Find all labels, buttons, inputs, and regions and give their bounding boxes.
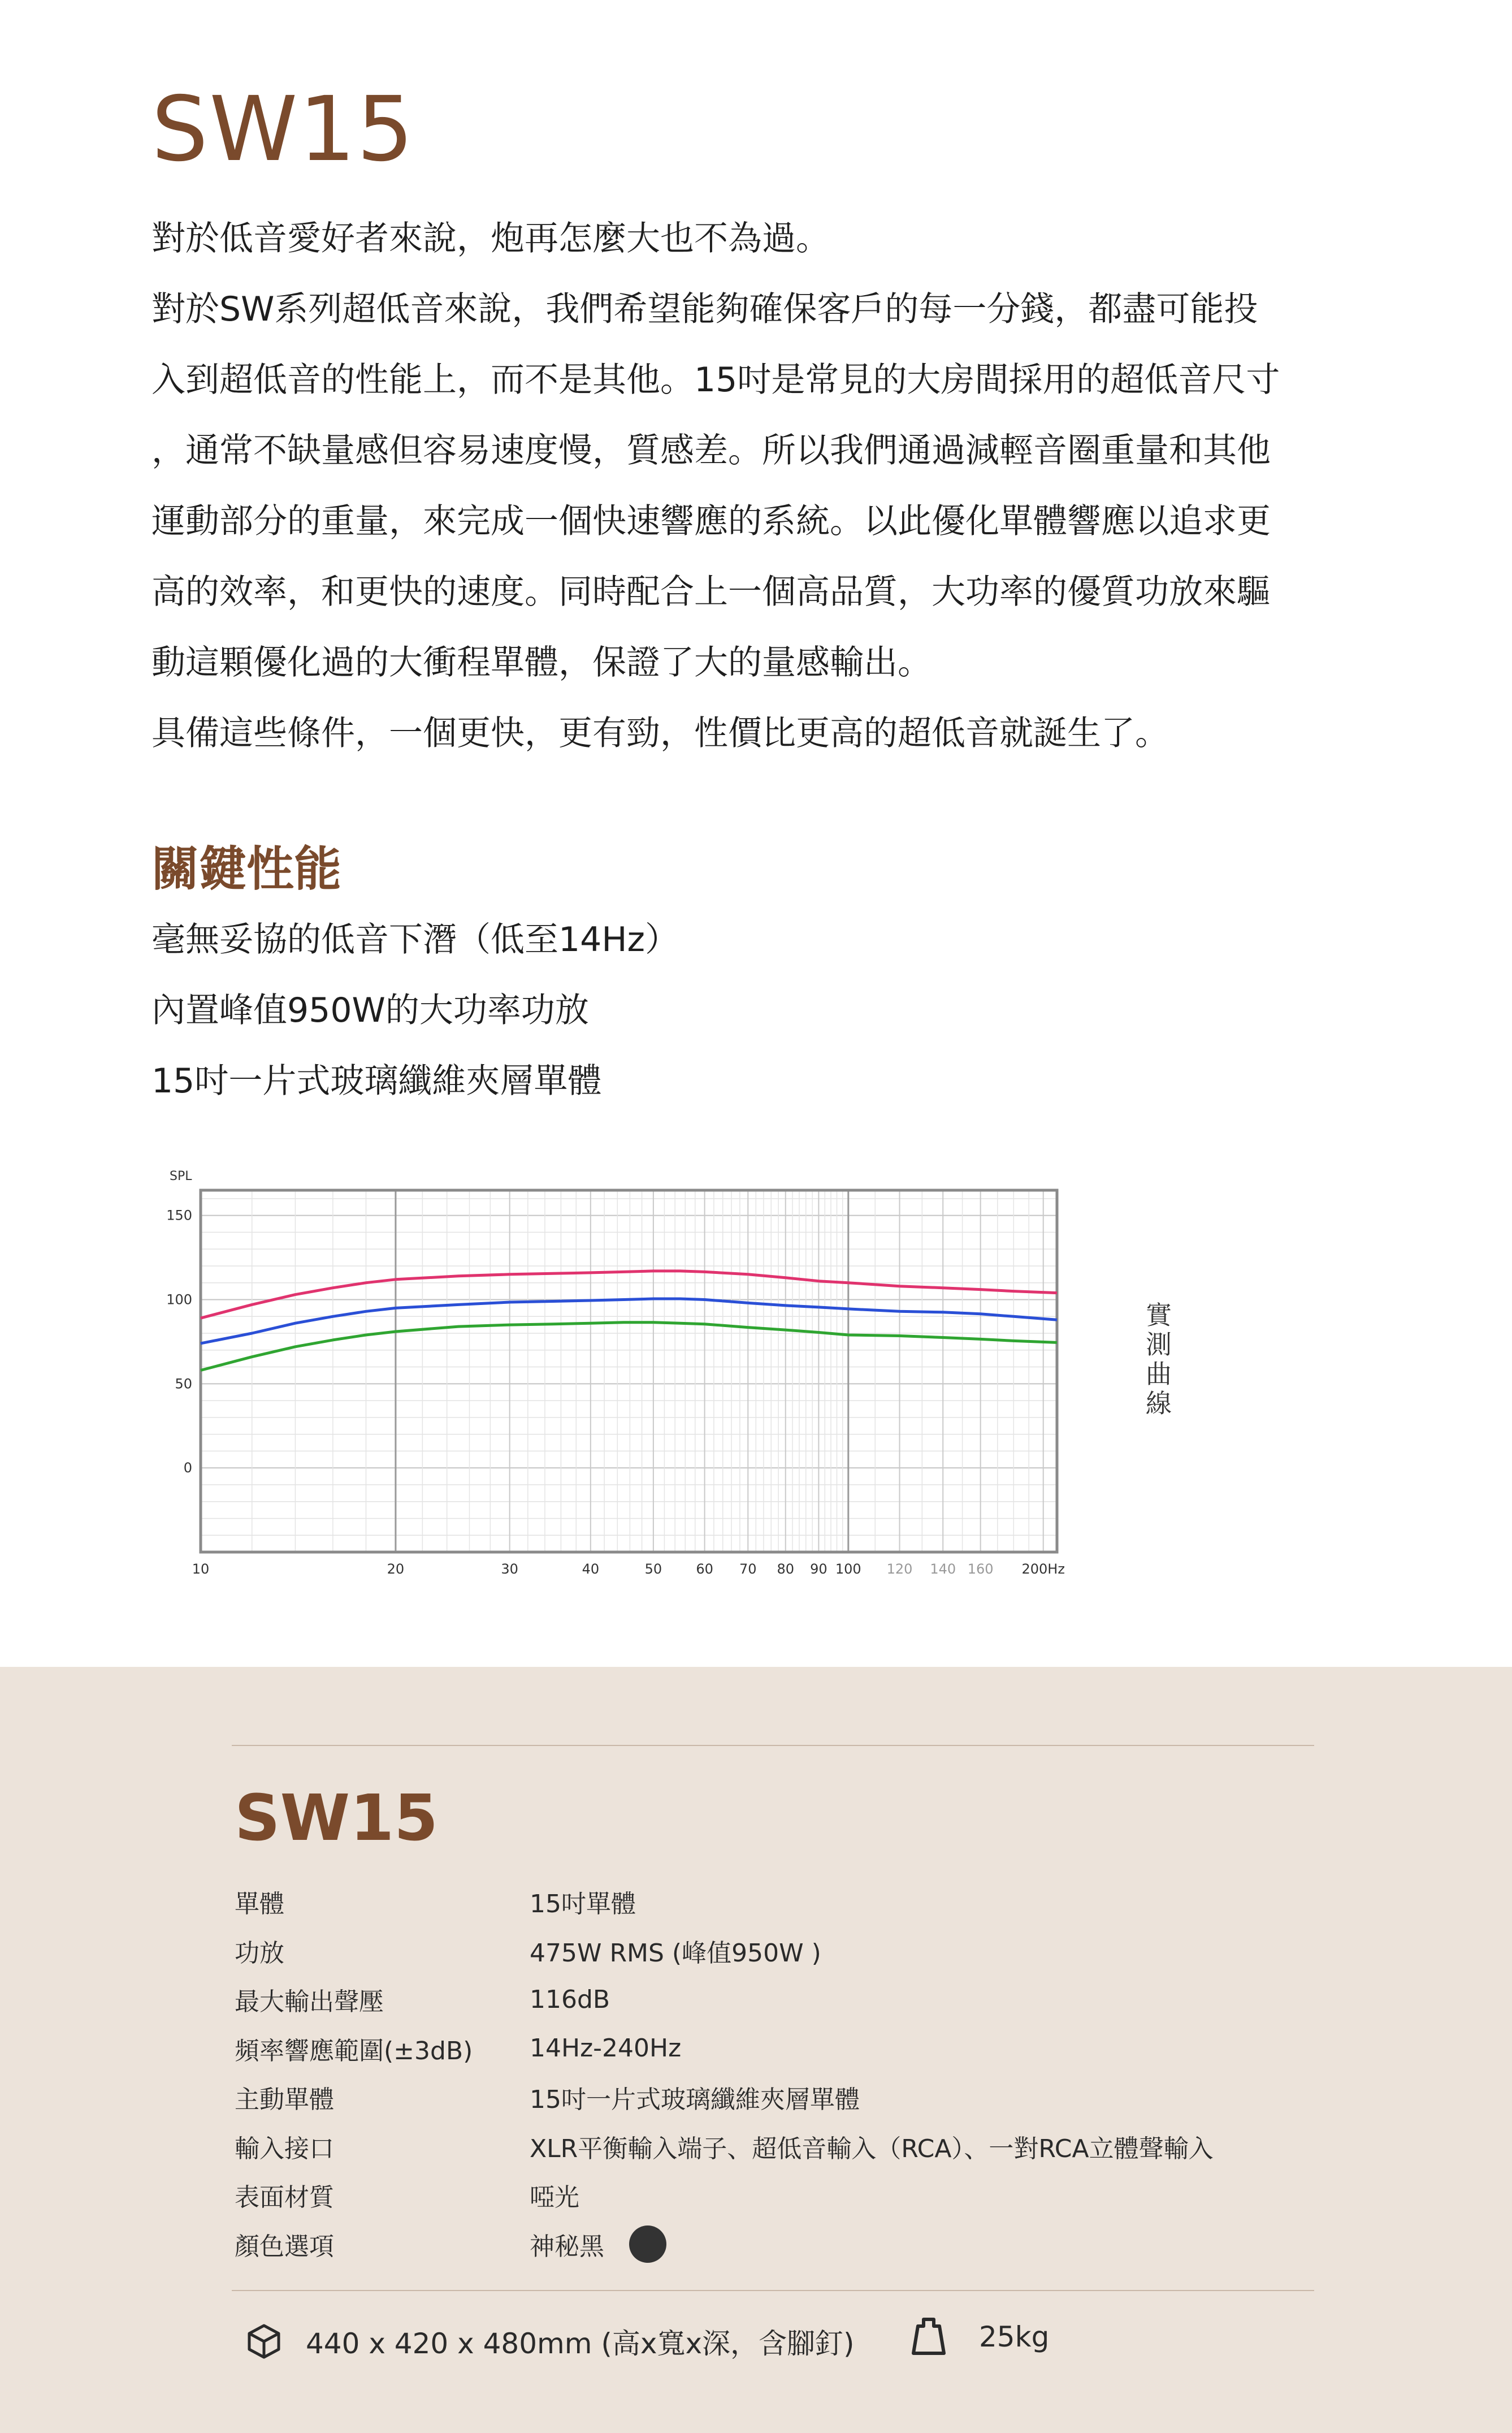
features-list xyxy=(151,905,679,1117)
y-tick-label: 100 xyxy=(166,1291,192,1308)
top-divider xyxy=(232,1745,1314,1746)
features-title: 關鍵性能 xyxy=(151,841,342,897)
weight xyxy=(911,2317,1049,2357)
measured-curve-char: 曲 xyxy=(1146,1359,1172,1389)
intro-line: 對於SW系列超低音來說，我們希望能夠確保客戶的每一分錢，都盡可能投 xyxy=(151,289,1258,329)
intro-line: 對於低音愛好者來說，炮再怎麼大也不為過。 xyxy=(151,219,830,258)
plot-frame xyxy=(201,1190,1057,1552)
chart-svg xyxy=(153,1162,1114,1586)
measured-curve-char: 實 xyxy=(1146,1300,1172,1330)
x-tick-label: 200Hz xyxy=(1021,1561,1065,1577)
x-tick-label: 70 xyxy=(739,1561,757,1577)
response-curve-3 xyxy=(201,1323,1057,1371)
intro-line: ，通常不缺量感但容易速度慢，質感差。所以我們通過減輕音圈重量和其他 xyxy=(151,431,1271,470)
feature-item: 內置峰值950W的大功率功放 xyxy=(151,991,589,1030)
intro-text xyxy=(151,204,1350,769)
spec-row xyxy=(235,2122,1309,2171)
spec-title: SW15 xyxy=(235,1782,439,1855)
color-option-label: 神秘黑 xyxy=(530,2232,604,2261)
spec-row xyxy=(235,2220,1309,2269)
y-tick-label: 50 xyxy=(175,1376,192,1392)
spec-value: 475W RMS (峰值950W ) xyxy=(530,1938,821,1968)
x-tick-label: 50 xyxy=(644,1561,662,1577)
spec-row xyxy=(235,1877,1309,1926)
y-tick-label: 0 xyxy=(183,1460,192,1476)
spec-table xyxy=(235,1877,1309,2268)
spec-label: 功放 xyxy=(235,1938,284,1968)
feature-item: 毫無妥協的低音下潛（低至14Hz） xyxy=(151,920,679,960)
intro-line: 動這顆優化過的大衝程單體，保證了大的量感輸出。 xyxy=(151,643,932,682)
spec-label: 顏色選項 xyxy=(235,2232,334,2261)
x-tick-label: 140 xyxy=(930,1561,956,1577)
x-tick-label: 40 xyxy=(582,1561,600,1577)
feature-item: 15吋一片式玻璃纖維夾層單體 xyxy=(151,1061,602,1101)
spec-row xyxy=(235,2024,1309,2073)
dimensions-text: 440 x 420 x 480mm (高x寬x深，含腳釘) xyxy=(306,2327,855,2360)
x-tick-label: 80 xyxy=(777,1561,795,1577)
x-tick-label: 10 xyxy=(192,1561,210,1577)
intro-line: 具備這些條件，一個更快，更有勁，性價比更高的超低音就誕生了。 xyxy=(151,714,1169,753)
spec-row xyxy=(235,1926,1309,1976)
x-tick-label: 120 xyxy=(886,1561,913,1577)
spec-value: 14Hz-240Hz xyxy=(530,2034,682,2063)
intro-line: 高的效率，和更快的速度。同時配合上一個高品質，大功率的優質功放來驅 xyxy=(151,572,1271,612)
spec-row xyxy=(235,2073,1309,2122)
x-tick-label: 20 xyxy=(387,1561,405,1577)
x-tick-label: 90 xyxy=(810,1561,828,1577)
product-title: SW15 xyxy=(151,77,415,181)
y-axis-label: SPL xyxy=(170,1169,192,1183)
x-tick-label: 100 xyxy=(835,1561,861,1577)
spec-label: 頻率響應範圍(±3dB) xyxy=(235,2036,473,2065)
measured-curve-char: 測 xyxy=(1146,1329,1172,1360)
intro-line: 運動部分的重量，來完成一個快速響應的系統。以此優化單體響應以追求更 xyxy=(151,502,1271,541)
color-swatch xyxy=(629,2225,666,2263)
x-tick-label: 160 xyxy=(967,1561,994,1577)
bottom-divider xyxy=(232,2290,1314,2291)
measured-curve-char: 線 xyxy=(1146,1388,1172,1419)
spec-row xyxy=(235,1975,1309,2024)
weight-icon xyxy=(911,2317,946,2357)
y-tick-label: 150 xyxy=(166,1207,192,1224)
weight-text: 25kg xyxy=(979,2320,1050,2353)
spec-value: 116dB xyxy=(530,1985,610,2014)
spec-label: 表面材質 xyxy=(235,2183,334,2212)
intro-line: 入到超低音的性能上，而不是其他。15吋是常見的大房間採用的超低音尺寸 xyxy=(151,360,1280,400)
spec-label: 最大輸出聲壓 xyxy=(235,1987,384,2017)
x-tick-label: 60 xyxy=(696,1561,713,1577)
spec-value: 啞光 xyxy=(530,2183,579,2212)
spec-value: 15吋一片式玻璃纖維夾層單體 xyxy=(530,2085,860,2115)
spec-label: 單體 xyxy=(235,1890,284,1919)
box-icon xyxy=(246,2323,282,2359)
spec-value xyxy=(530,2225,666,2263)
dimensions xyxy=(246,2321,855,2362)
spec-value: XLR平衡輸入端子、超低音輸入（RCA）、一對RCA立體聲輸入 xyxy=(530,2134,1214,2163)
spec-label: 主動單體 xyxy=(235,2085,334,2115)
spec-value: 15吋單體 xyxy=(530,1890,636,1919)
spec-row xyxy=(235,2171,1309,2220)
spec-label: 輸入接口 xyxy=(235,2134,334,2163)
measured-curve-label xyxy=(1139,1300,1179,1418)
frequency-response-chart xyxy=(153,1162,1114,1586)
x-tick-label: 30 xyxy=(501,1561,518,1577)
